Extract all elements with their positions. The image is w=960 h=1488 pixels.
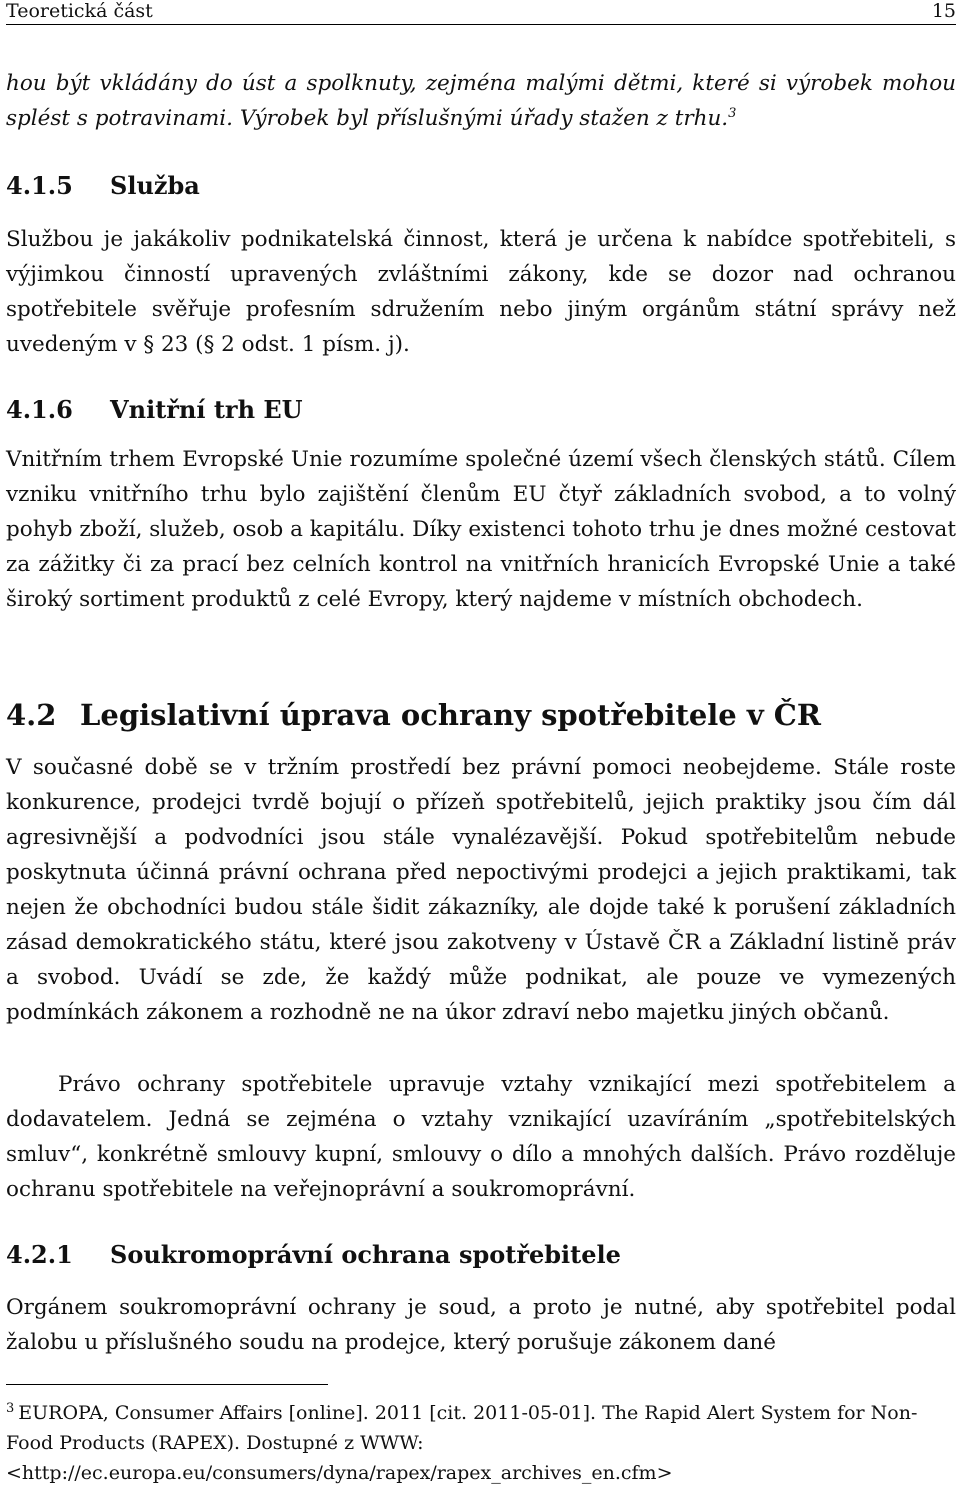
section-heading-4-1-6 [6, 395, 956, 425]
section-title: Vnitřní trh EU [110, 395, 303, 424]
paragraph-text: V současné době se v tržním prostředí bez právní pomoci neobejdeme. Stále roste konkurence, prodejci tvrdě bojují o přízeň spotřebitelů, jejich praktiky jsou čím dál agresivnější a podvodníci jsou stále vynalézavější. Pokud spotřebitelům nebude poskytnuta účinná právní ochrana před nepoctivými prodejci a jejich praktikami, tak nejen že obchodníci budou stále šidit zákazníky, ale dojde také k porušení základních zásad demokratického státu, které jsou zakotveny v Ústavě ČR a Základní listině práv a svobod. Uvádí se zde, že každý může podnikat, ale pouze ve vymezených podmínkách zákonem a rozhodně ne na úkor zdraví nebo majetku jiných občanů. [6, 755, 956, 1025]
footnote [6, 1398, 956, 1488]
paragraph-text: Službou je jakákoliv podnikatelská činnost, která je určena k nabídce spotřebiteli, s výjimkou činností upravených zvláštními zákony, kde se dozor nad ochranou spotřebitele svěřuje profesním sdružením nebo jiným orgánům státní správy než uvedeným v § 23 (§ 2 odst. 1 písm. j). [6, 227, 956, 357]
section-title: Soukromoprávní ochrana spotřebitele [110, 1240, 621, 1269]
section-4-1-5-paragraph [6, 222, 956, 362]
section-number: 4.2.1 [6, 1240, 73, 1269]
section-number: 4.1.5 [6, 171, 73, 200]
footnote-text: EUROPA, Consumer Affairs [online]. 2011 [cit. 2011-05-01]. The Rapid Alert System for Non-Food Products (RAPEX). Dostupné z WWW: [6, 1402, 918, 1454]
section-title: Služba [110, 171, 200, 200]
section-4-2-paragraph-1 [6, 750, 956, 1030]
section-heading-4-2 [6, 697, 956, 733]
section-4-2-paragraph-2 [6, 1067, 956, 1207]
running-header [6, 0, 956, 25]
section-heading-4-1-5 [6, 171, 956, 201]
footnote-reference: 3 [728, 105, 737, 121]
chapter-title: Teoretická část [6, 0, 153, 22]
section-4-1-6-paragraph [6, 442, 956, 617]
section-number: 4.2 [6, 698, 57, 732]
paragraph-text: Právo ochrany spotřebitele upravuje vztahy vznikající mezi spotřebitelem a dodavatelem. Jedná se zejména o vztahy vznikající uzavíráním „spotřebitelských smluv“, konkrétně smlouvy kupní, smlouvy o dílo a mnohých dalších. Právo rozděluje ochranu spotřebitele na veřejnoprávní a soukromoprávní. [6, 1072, 956, 1202]
paragraph-text: Orgánem soukromoprávní ochrany je soud, a proto je nutné, aby spotřebitel podal žalobu u příslušného soudu na prodejce, který porušuje zákonem dané [6, 1295, 956, 1355]
footnote-url[interactable]: <http://ec.europa.eu/consumers/dyna/rapex/rapex_archives_en.cfm> [6, 1462, 673, 1484]
section-number: 4.1.6 [6, 395, 73, 424]
continuation-paragraph [6, 66, 956, 136]
section-heading-4-2-1 [6, 1240, 956, 1270]
footnote-mark: 3 [6, 1400, 15, 1416]
footnote-separator [6, 1384, 328, 1385]
section-title: Legislativní úprava ochrany spotřebitele v ČR [80, 698, 821, 732]
continuation-text: hou být vkládány do úst a spolknuty, zejména malými dětmi, které si výrobek mohou splést s potravinami. Výrobek byl příslušnými úřady stažen z trhu. [6, 71, 956, 131]
page-number: 15 [931, 0, 956, 22]
section-4-2-1-paragraph [6, 1290, 956, 1360]
paragraph-text: Vnitřním trhem Evropské Unie rozumíme společné území všech členských států. Cílem vzniku vnitřního trhu bylo zajištění členům EU čtyř základních svobod, a to volný pohyb zboží, služeb, osob a kapitálu. Díky existenci tohoto trhu je dnes možné cestovat za zážitky či za prací bez celních kontrol na vnitřních hranicích Evropské Unie a také široký sortiment produktů z celé Evropy, který najdeme v místních obchodech. [6, 447, 956, 612]
